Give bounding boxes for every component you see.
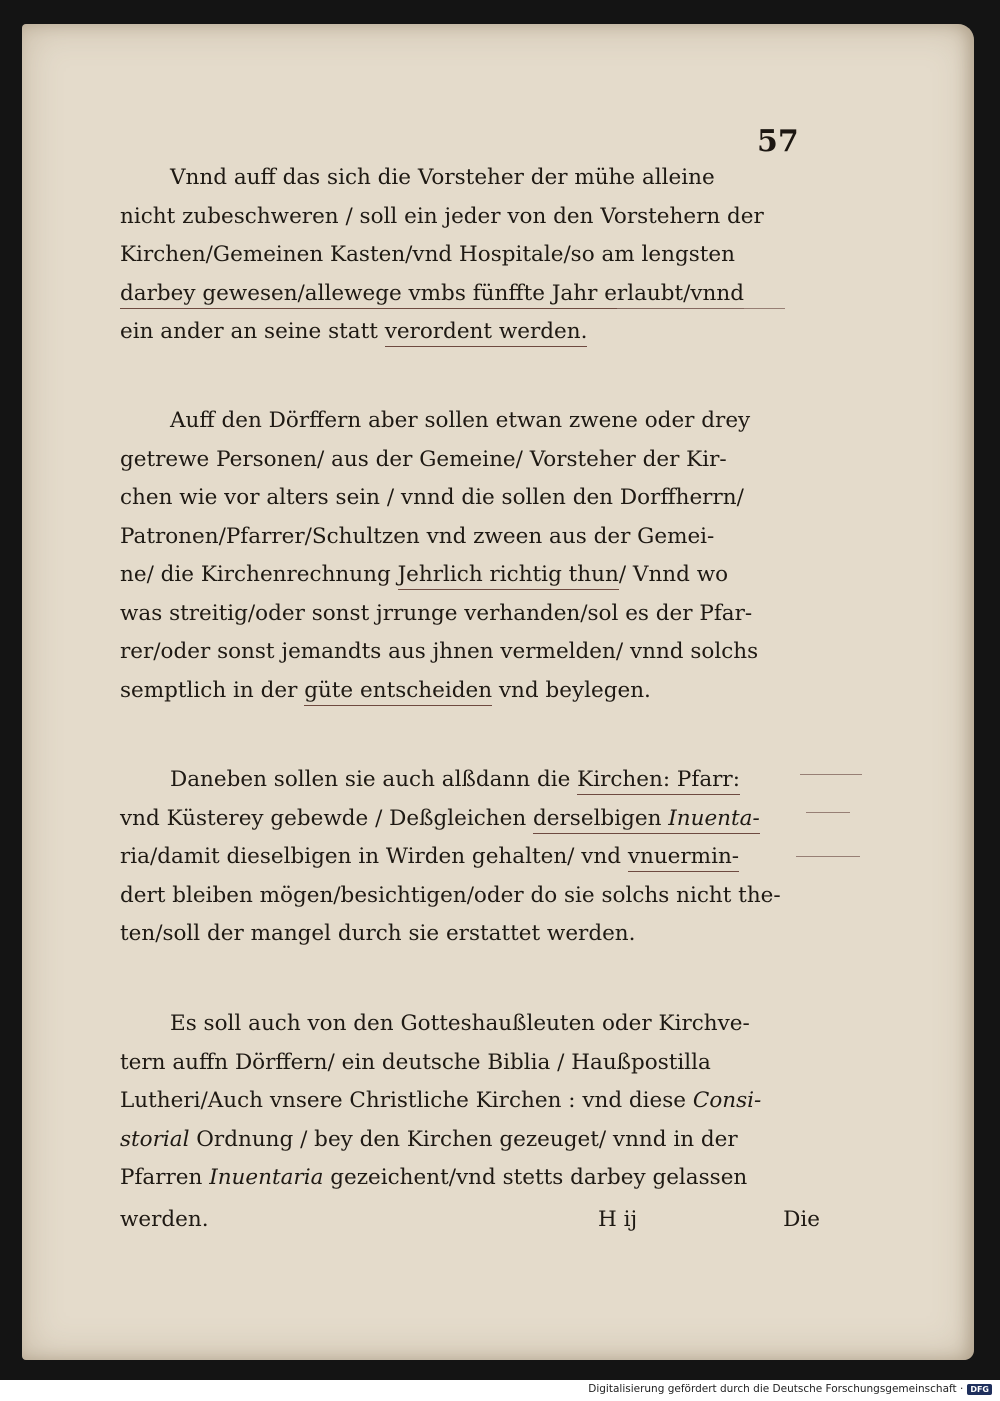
text-run: Lutheri/Auch vnsere Christliche Kirchen : vnd diese [120,1088,693,1113]
text-run: ein ander an seine statt [120,319,385,344]
page-foot [120,1207,820,1247]
paragraph-4 [120,1005,820,1198]
text-line [120,915,820,954]
text-line [120,633,820,672]
text-line [120,1005,820,1044]
paragraph-2 [120,402,820,710]
text-line [120,761,820,800]
text-run: / Vnnd wo [618,562,729,587]
pencil-mark [617,308,785,309]
text-line [120,595,820,634]
text-run: Patronen/Pfarrer/Schultzen vnd zween aus der Gemei- [120,523,715,549]
text-run: Ordnung / bey den Kirchen gezeuget/ vnnd in der [189,1126,738,1152]
text-run: getrewe Personen/ aus der Gemeine/ Vorsteher der Kir- [120,446,727,472]
text-line [120,877,820,916]
underlined-text: vnuermin- [628,844,739,872]
underlined-text: derselbigen [533,806,668,834]
text-line [120,838,820,877]
text-line [120,479,820,518]
text-run: Daneben sollen sie auch alßdann die [170,767,578,792]
paragraph-3 [120,761,820,954]
text-line [120,556,820,595]
text-run: ria/damit dieselbigen in Wirden gehalten/ vnd [120,844,628,869]
last-line: werden. [120,1207,209,1232]
footer-text: Digitalisierung gefördert durch die Deutsche Forschungsgemeinschaft · [588,1383,964,1395]
underlined-italic-text: Inuenta- [668,806,759,834]
text-line [120,800,820,839]
text-run: was streitig/oder sonst jrrunge verhanden/sol es der Pfar- [120,600,753,626]
text-line [120,1082,820,1121]
signature-mark: H ij [598,1207,638,1232]
text-run: vnd beylegen. [492,677,651,703]
paragraph-1 [120,159,820,352]
text-line [120,313,820,352]
pencil-mark [806,812,850,813]
underlined-text: güte entscheiden [304,678,492,706]
text-run: ne/ die Kirchenrechnung [120,562,398,587]
pencil-mark [796,856,860,857]
text-line [120,236,820,275]
underlined-text: Kirchen: Pfarr: [577,767,740,795]
underlined-text: darbey gewesen/allewege vmbs fünffte Jahr erlaubt/vnnd [120,281,744,309]
text-line [120,198,820,237]
text-run: tern auffn Dörffern/ ein deutsche Biblia / Haußpostilla [120,1049,711,1075]
italic-text: Consi- [692,1088,762,1113]
text-run: Es soll auch von den Gotteshaußleuten oder Kirchve- [170,1011,750,1036]
text-run: rer/oder sonst jemandts aus jhnen vermelden/ vnnd solchs [120,639,759,664]
dfg-logo: DFG [967,1384,992,1395]
text-run: semptlich in der [120,677,305,703]
text-run: nicht zubeschweren / soll ein jeder von den Vorstehern der [120,203,764,229]
text-line [120,441,820,480]
text-line [120,1121,820,1160]
text-run: Vnnd auff das sich die Vorsteher der mühe alleine [170,165,715,190]
page-number: 57 [757,124,799,159]
text-line [120,159,820,198]
book-page [22,24,974,1360]
catchword: Die [783,1207,820,1232]
text-line [120,518,820,557]
text-line [120,1159,820,1198]
text-run: Pfarren [120,1165,210,1190]
digitization-footer [588,1383,992,1395]
text-line [120,1044,820,1083]
text-run: Auff den Dörffern aber sollen etwan zwene oder drey [170,408,751,433]
text-run: gezeichent/vnd stetts darbey gelassen [323,1165,748,1190]
text-run: dert bleiben mögen/besichtigen/oder do sie solchs nicht the- [120,882,781,908]
text-run: vnd Küsterey gebewde / Deßgleichen [120,805,534,831]
italic-text: storial [120,1126,190,1152]
text-run: Kirchen/Gemeinen Kasten/vnd Hospitale/so am lengsten [120,242,735,267]
underlined-text: Jehrlich richtig thun [398,562,619,590]
text-line [120,672,820,711]
text-line [120,402,820,441]
underlined-text: verordent werden. [385,319,588,347]
pencil-mark [800,774,862,775]
text-run: ten/soll der mangel durch sie erstattet werden. [120,921,636,946]
text-run: chen wie vor alters sein / vnnd die sollen den Dorffherrn/ [120,485,744,510]
italic-text: Inuentaria [209,1165,324,1190]
